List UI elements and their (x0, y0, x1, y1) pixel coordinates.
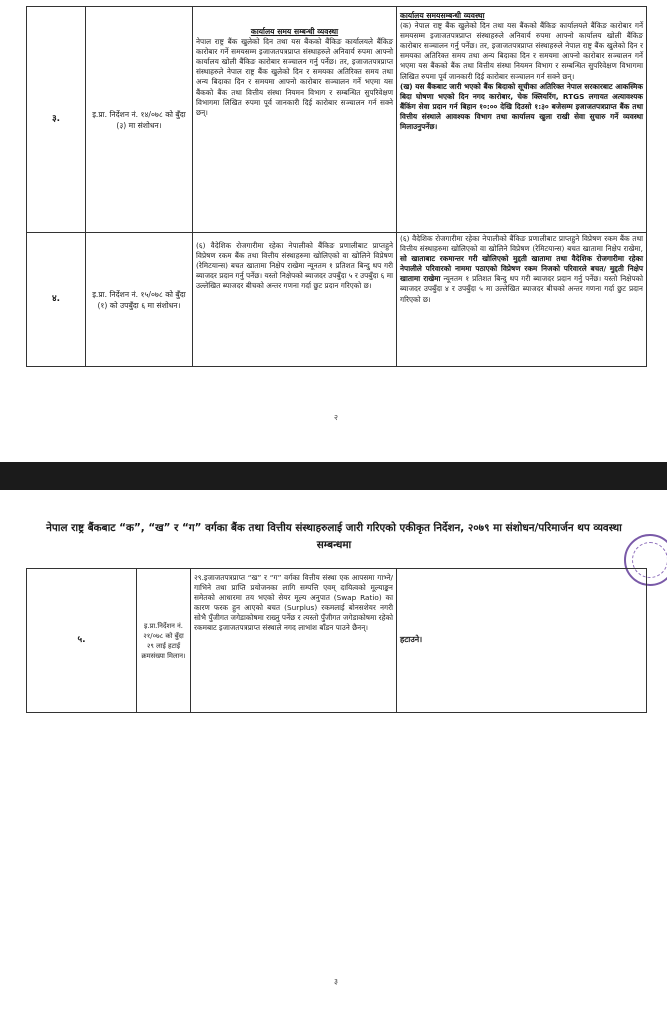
existing-text: नेपाल राष्ट्र बैंक खुलेको दिन तथा यस बैंकको बैंकिङ कार्यालयले बैंकिङ कारोबार गर्ने समयसम्म इजाजतपत्रप्राप्त संस्थाहरुले अनिवार्य रुपमा आफ्नो कार्यालय खोली बैंकिङ कारोबार सञ्चालन गर्नु पर्नेछ। तर, इजाजतपत्रप्राप्त संस्थाहरुले नेपाल राष्ट्र बैंक खुलेको दिन र समयका अतिरिक्त समय तथा अन्य बिदाका दिन र समयमा आफ्नो कारोबार सञ्चालन गर्ने भएमा यस बैंकको बैंक तथा वित्तीय संस्था नियमन विभाग र सम्बन्धित सुपरिवेक्षण विभागमा लिखित रुपमा पूर्व जानकारी दिई कारोबार सञ्चालन गर्न सक्ने छन्। (196, 37, 393, 117)
serial-number: ४. (27, 233, 86, 367)
table-row-5 (27, 569, 647, 713)
amended-para-ka: (क) नेपाल राष्ट्र बैंक खुलेको दिन तथा यस बैंकको बैंकिङ कार्यालयले बैंकिङ कारोबार गर्ने समयसम्म इजाजतपत्रप्राप्त संस्थाहरुले अनिवार्य रुपमा आफ्नो कार्यालय खोली बैंकिङ कारोबार सञ्चालन गर्नु पर्नेछ। तर, इजाजतपत्रप्राप्त संस्थाहरुले नेपाल राष्ट्र बैंक खुलेको दिन र समयका अतिरिक्त समय तथा अन्य बिदाका दिन र समयमा आफ्नो कारोबार सञ्चालन गर्ने भएमा यस बैंकको बैंक तथा वित्तीय संस्था नियमन विभाग र सम्बन्धित सुपरिवेक्षण विभागमा लिखित रुपमा पूर्व जानकारी दिई कारोबार सञ्चालन गर्न सक्ने छन्। (400, 21, 643, 81)
serial-number: ३. (27, 7, 86, 233)
amended-provision (397, 569, 647, 713)
table-row-3 (27, 7, 647, 233)
amendment-table-top (26, 6, 647, 367)
directive-reference: इ.प्रा. निर्देशन नं. १५/०७८ को बुँदा (१) को उपबुँदा ६ मा संशोधन। (86, 233, 193, 367)
existing-provision (191, 569, 397, 713)
serial-number: ५. (27, 569, 137, 713)
existing-provision (193, 233, 397, 367)
amended-heading: कार्यालय समयसम्बन्धी व्यवस्था (400, 11, 485, 20)
page-number: ३ (333, 977, 339, 986)
amended-provision (397, 7, 647, 233)
amendment-table-bottom (26, 568, 647, 713)
amended-para-kha: (ख) यस बैंकबाट जारी भएको बैंक बिदाको सूचीका अतिरिक्त नेपाल सरकारबाट आकस्मिक बिदा घोषणा भएको दिन नगद कारोबार, चेक क्लियरिंग, RTGS लगायत अत्यावश्यक बैंकिंग सेवा प्रदान गर्न बिहान १०:०० देखि दिउसो १:३० बजेसम्म इजाजतपत्रप्राप्त बैंक तथा वित्तीय संस्थाले आवश्यक विभाग तथा कार्यालय खुला राखी सेवा सुचारु गर्ने व्यवस्था मिलाउनुपर्नेछ। (400, 81, 643, 132)
existing-text: २९.इजाजतपत्रप्राप्त “ख” र “ग” वर्गका वित्तीय संस्था एक आपसमा गाभ्ने/गाभिने तथा प्राप्ति प्रयोजनका लागि सम्पत्ति एवम् दायित्वको मूल्याङ्कन समेतको आधारमा तय भएको सेयर मूल्य अनुपात (Swap Ratio) का कारण फरक हुन आएको बचत (Surplus) रकमलाई बोनसशेयर नगरी सोभै पुँजीगत जगेडाकोषमा राख्नु पर्नेछ र त्यस्तो पुँजीगत जगेडाकोषमा रहेको रकमबाट इजाजतपत्रप्राप्त संस्थाले नगद लाभांश बाँडन पाउने छैनन्। (194, 573, 393, 633)
existing-text: (६) वैदेशिक रोजगारीमा रहेका नेपालीको बैंकिङ प्रणालीबाट प्राप्तहुने विप्रेषण रकम बैंक तथा वित्तीय संस्थाहरुमा खोलिएको वा खोलिने विप्रेषण (रेमिटयान्स) बचत खातामा निक्षेप राखेमा न्यूनतम १ प्रतिशत बिन्दु थप गरी ब्याजदर प्रदान गर्नु पर्नेछ। यस्तो निक्षेपको ब्याजदर उपबुँदा ५ र उपबुँदा ६ मा उल्लेखित ब्याजदर बीचको अन्तर गणना गर्दा छुट प्रदान गरिएको छ। (196, 241, 393, 291)
amended-text: हटाउने। (400, 635, 423, 645)
page-number: २ (333, 413, 339, 422)
amended-text-end: न्यूनतम १ प्रतिशत बिन्दु थप गरी ब्याजदर प्रदान गर्नु पर्नेछ। यस्तो निक्षेपको ब्याजदर उपबुँदा ४ र उपबुँदा ५ मा उल्लेखित ब्याजदर बीचको अन्तर गणना गर्दा छुट प्रदान गरिएको छ। (400, 274, 643, 304)
existing-heading: कार्यालय समय सम्बन्धी व्यवस्था (250, 27, 339, 36)
page-separator (0, 462, 667, 490)
document-page-3 (0, 490, 667, 1024)
directive-reference: इ.प्रा.निर्देशन नं. २१/०७८ को बुँदा २९ लाई हटाई क्रमसंख्या मिलान। (137, 569, 191, 713)
page-title: नेपाल राष्ट्र बैंकबाट “क”, “ख” र “ग” वर्गका बैंक तथा वित्तीय संस्थाहरुलाई जारी गरिएको एकीकृत निर्देशन, २०७९ मा संशोधन/परिमार्जन थप व्यवस्था सम्बन्धमा (46, 522, 622, 551)
directive-reference: इ.प्रा. निर्देशन नं. १४/०७८ को बुँदा (३) मा संशोधन। (86, 7, 193, 233)
amended-provision (397, 233, 647, 367)
table-row-4 (27, 233, 647, 367)
existing-provision (193, 7, 397, 233)
amended-text-start: (६) वैदेशिक रोजगारीमा रहेका नेपालीको बैंकिङ प्रणालीबाट प्राप्तहुने विप्रेषण रकम बैंक तथा वित्तीय संस्थाहरुमा खोलिएको वा खोलिने विप्रेषण (रेमिटयान्स) बचत खातामा निक्षेप राखेमा, (400, 234, 643, 254)
amended-text-bold: सो खाताबाट रकमान्तर गरी खोलिएको मुद्दती खातामा तथा वैदेशिक रोजगारीमा रहेका नेपालीले परिवारको नाममा पठाएको विप्रेषण रकम निजको परिवारले बचत/ मुद्दती निक्षेप खातामा राखेमा (400, 254, 643, 284)
document-page-2 (0, 0, 667, 462)
